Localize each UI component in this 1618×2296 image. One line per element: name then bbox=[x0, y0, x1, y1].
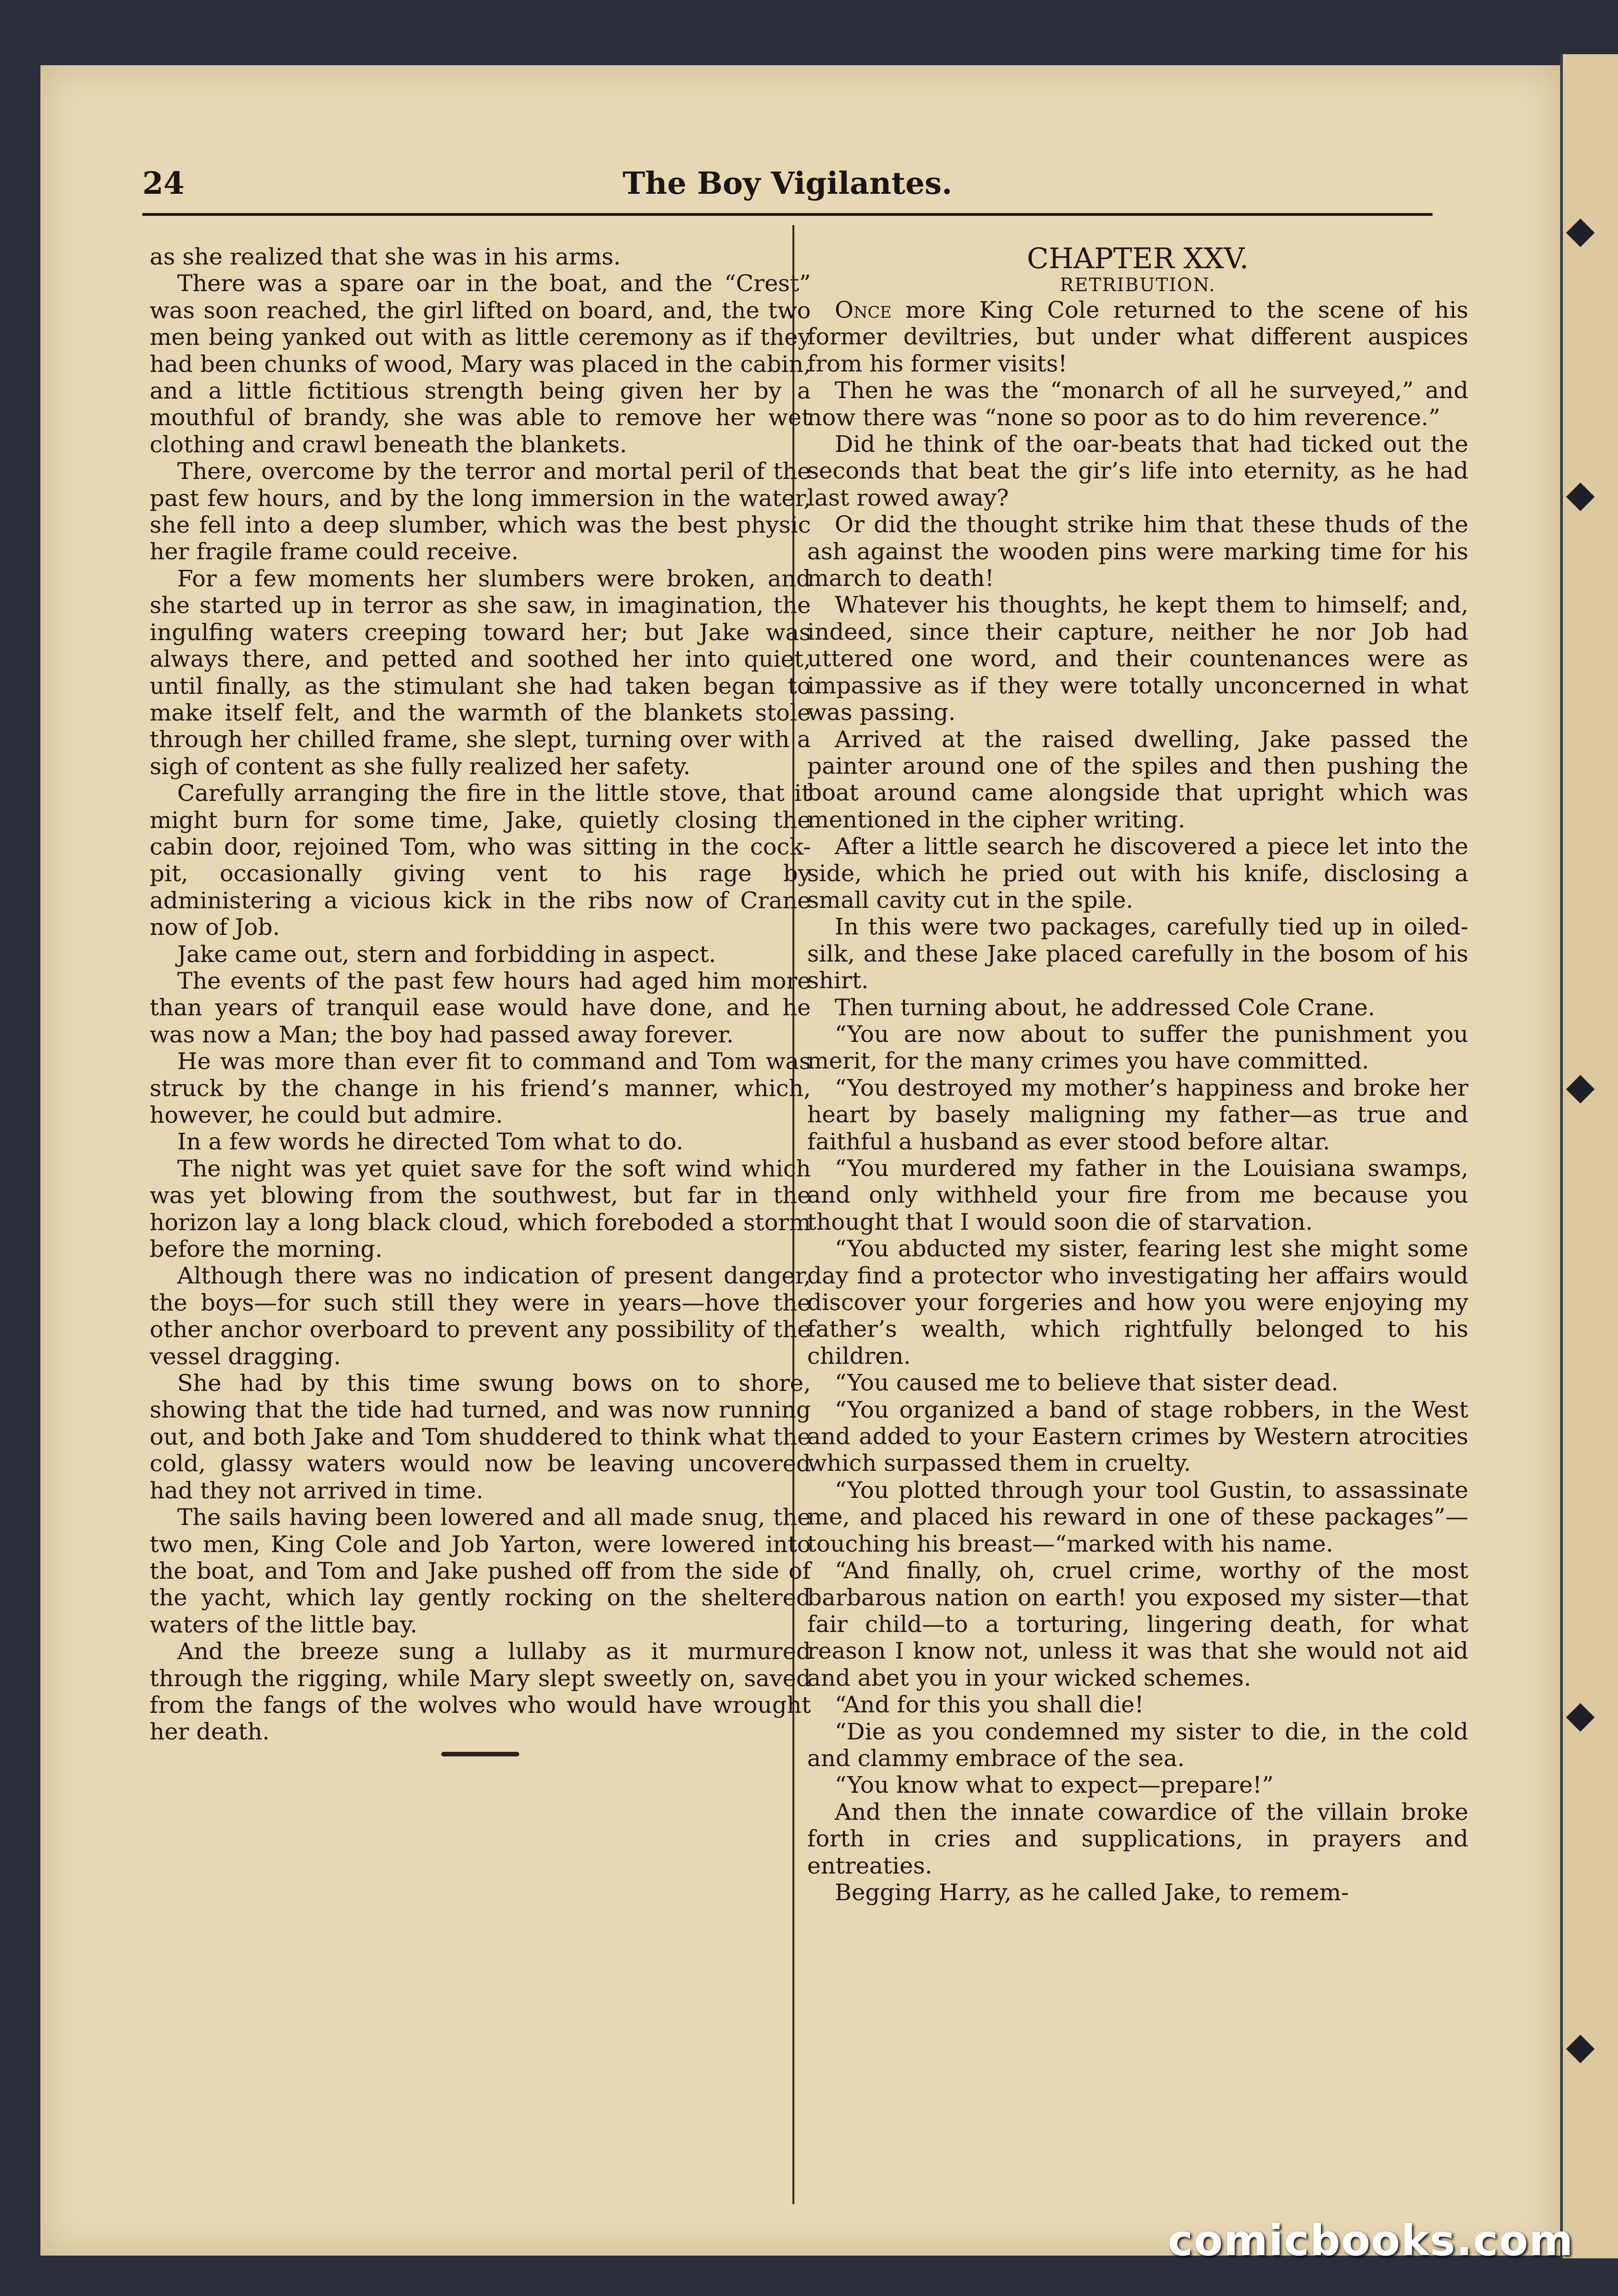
paragraph: And the breeze sung a lullaby as it murmured through the rigging, while Mary slept sweetly on, saved from the fangs of the wolves who would have wrought her death. bbox=[150, 1638, 811, 1745]
page-number: 24 bbox=[142, 165, 185, 201]
paragraph: “You know what to expect—prepare!” bbox=[835, 1772, 1274, 1799]
paragraph: “You destroyed my mother’s happiness and broke her heart by basely maligning my father—as true and faithful a husband as ever stood before altar. bbox=[807, 1074, 1468, 1155]
paragraph: “And finally, oh, cruel crime, worthy of the most barbarous nation on earth! you exposed my sister—that fair child—to a torturing, lingering death, for what reason I know not, unless it was that she would not aid and abet you in your wicked schemes. bbox=[807, 1557, 1468, 1691]
paragraph: Or did the thought strike him that these thuds of the ash against the wooden pins were marking time for his march to death! bbox=[807, 511, 1468, 592]
paragraph: “You abducted my sister, fearing lest she might some day find a protector who investigating her affairs would discover your forgeries and how you were enjoying my father’s wealth, which rightfully belonged to his children. bbox=[807, 1235, 1468, 1369]
paragraph: The events of the past few hours had aged him more than years of tranquil ease would have done, and he was now a Man; the boy had passed away forever. bbox=[150, 967, 811, 1048]
paragraph: “Die as you condemned my sister to die, in the cold and clammy embrace of the sea. bbox=[807, 1718, 1468, 1772]
paragraph: “You caused me to believe that sister dead. bbox=[835, 1369, 1339, 1396]
next-page-edge bbox=[1560, 54, 1618, 2258]
paragraph: “You are now about to suffer the punishment you merit, for the many crimes you have committed. bbox=[807, 1020, 1468, 1075]
paragraph: “You plotted through your tool Gustin, to assassinate me, and placed his reward in one of these packages”—touching his breast—“marked with his name. bbox=[807, 1476, 1468, 1557]
opening-text: more King Cole returned to the scene of his former deviltries, but under what different auspices from his former visits! bbox=[807, 297, 1468, 377]
paragraph: There, overcome by the terror and mortal peril of the past few hours, and by the long immersion in the water, she fell into a deep slumber, which was the best physic her fragile frame could receive. bbox=[150, 458, 811, 565]
paragraph: Begging Harry, as he called Jake, to remem- bbox=[835, 1879, 1349, 1906]
paragraph: “You organized a band of stage robbers, in the West and added to your Eastern crimes by Western atrocities which surpassed them in cruelty. bbox=[807, 1396, 1468, 1477]
paragraph: In a few words he directed Tom what to do. bbox=[177, 1128, 684, 1155]
site-watermark: comicbooks.com bbox=[1168, 2216, 1574, 2265]
paragraph: He was more than ever fit to command and Tom was struck by the change in his friend’s manner, which, however, he could but admire. bbox=[150, 1048, 811, 1128]
paragraph: “And for this you shall die! bbox=[835, 1691, 1144, 1718]
paragraph: For a few moments her slumbers were broken, and she started up in terror as she saw, in imagination, the ingulfing waters creeping toward her; but Jake was always there, and petted and soothed her into quiet, until finally, as the stimulant she had taken began to make itself felt, and the warmth of the blankets stole through her chilled frame, she slept, turning over with a sigh of content as she fully realized her safety. bbox=[150, 565, 811, 780]
right-column bbox=[807, 243, 1468, 1906]
running-title: The Boy Vigilantes. bbox=[623, 165, 952, 201]
paragraph: Did he think of the oar-beats that had ticked out the seconds that beat the gir’s life into eternity, as he had last rowed away? bbox=[807, 431, 1468, 511]
paragraph: The night was yet quiet save for the soft wind which was yet blowing from the southwest, but far in the horizon lay a long black cloud, which foreboded a storm before the morning. bbox=[150, 1155, 811, 1263]
paragraph: And then the innate cowardice of the villain broke forth in cries and supplications, in prayers and entreaties. bbox=[807, 1798, 1468, 1879]
chapter-title: CHAPTER XXV. bbox=[1027, 242, 1249, 275]
opening-paragraph bbox=[807, 297, 1468, 377]
paragraph: as she realized that she was in his arms. bbox=[150, 243, 621, 270]
paragraph: There was a spare oar in the boat, and the “Crest” was soon reached, the girl lifted on board, and, the two men being yanked out with as little ceremony as if they had been chunks of wood, Mary was placed in the cabin, and a little fictitious strength being given her by a mouthful of brandy, she was able to remove her wet clothing and crawl beneath the blankets. bbox=[150, 270, 811, 458]
paragraph: Although there was no indication of present danger, the boys—for such still they were in years—hove the other anchor overboard to prevent any possibility of the vessel dragging. bbox=[150, 1262, 811, 1370]
paragraph: After a little search he discovered a piece let into the side, which he pried out with his knife, disclosing a small cavity cut in the spile. bbox=[807, 833, 1468, 913]
paragraph: “You murdered my father in the Louisiana swamps, and only withheld your fire from me because you thought that I would soon die of starvation. bbox=[807, 1155, 1468, 1235]
chapter-subtitle: RETRIBUTION. bbox=[1060, 275, 1216, 296]
header-rule bbox=[142, 213, 1433, 216]
paragraph: Then turning about, he addressed Cole Crane. bbox=[835, 994, 1376, 1021]
paragraph: Whatever his thoughts, he kept them to himself; and, indeed, since their capture, neither he nor Job had uttered one word, and their countenances were as impassive as if they were totally unconcerned in what was passing. bbox=[807, 591, 1468, 726]
page-header bbox=[142, 165, 1433, 207]
paragraph: Arrived at the raised dwelling, Jake passed the painter around one of the spiles and then pushing the boat around came alongside that upright which was mentioned in the cipher writing. bbox=[807, 726, 1468, 833]
paragraph: In this were two packages, carefully tied up in oiled-silk, and these Jake placed carefully in the bosom of his shirt. bbox=[807, 913, 1468, 994]
paragraph: Carefully arranging the fire in the little stove, that it might burn for some time, Jake, quietly closing the cabin door, rejoined Tom, who was sitting in the cock-pit, occasionally giving vent to his rage by administering a vicious kick in the ribs now of Crane now of Job. bbox=[150, 780, 811, 941]
left-column bbox=[150, 243, 811, 1756]
paragraph: The sails having been lowered and all made snug, the two men, King Cole and Job Yarton, were lowered into the boat, and Tom and Jake pushed off from the side of the yacht, which lay gently rocking on the sheltered waters of the little bay. bbox=[150, 1504, 811, 1638]
paragraph: Jake came out, stern and forbidding in aspect. bbox=[177, 940, 716, 968]
opening-word: Once bbox=[835, 297, 892, 323]
section-end-rule bbox=[441, 1752, 519, 1756]
paragraph: She had by this time swung bows on to shore, showing that the tide had turned, and was now running out, and both Jake and Tom shuddered to think what the cold, glassy waters would now be leaving uncovered had they not arrived in time. bbox=[150, 1370, 811, 1504]
paragraph: Then he was the “monarch of all he surveyed,” and now there was “none so poor as to do him reverence.” bbox=[807, 377, 1468, 431]
